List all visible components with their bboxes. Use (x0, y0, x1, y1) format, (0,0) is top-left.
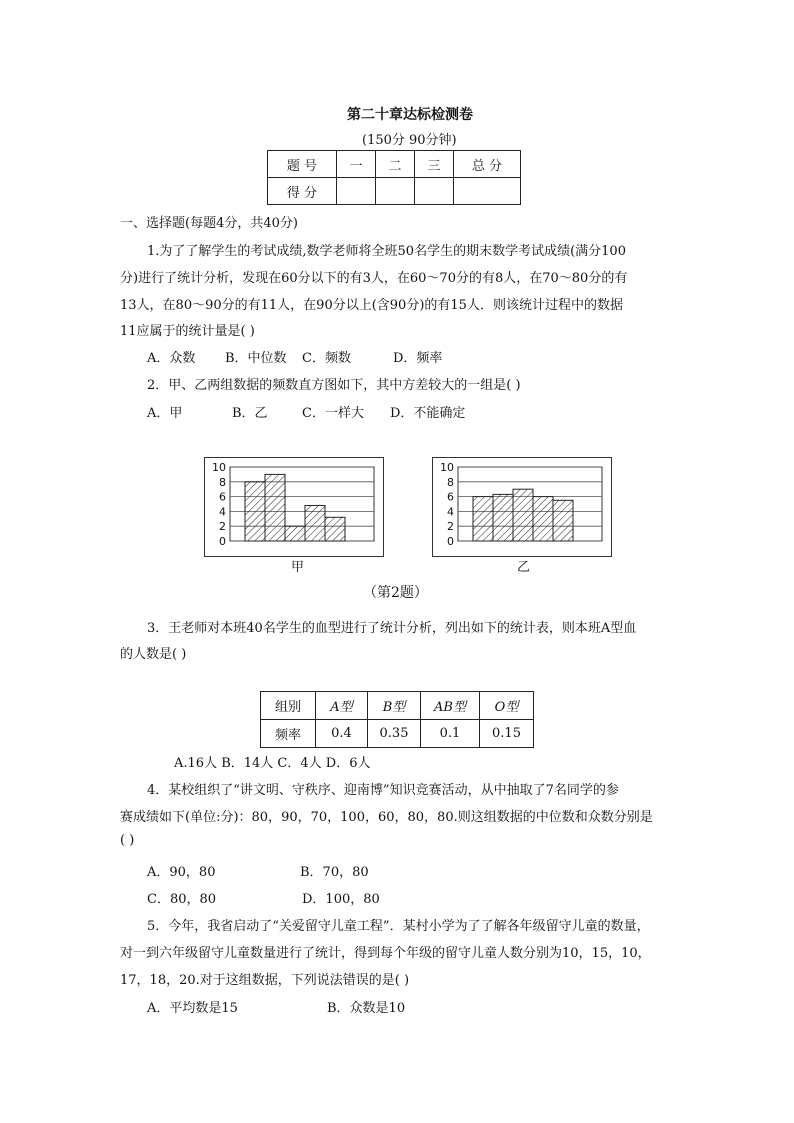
q2-option-d: D．不能确定 (390, 406, 466, 421)
section-heading: 一、选择题(每题4分，共40分) (120, 216, 298, 231)
chart-jia-label: 甲 (291, 560, 305, 575)
blood-type-table (260, 691, 534, 748)
y-tick-label: 10 (212, 461, 226, 474)
q2-text: 2．甲、乙两组数据的频数直方图如下，其中方差较大的一组是( ) (147, 378, 521, 393)
q4-line: 4．某校组织了“讲文明、守秩序、迎南博”知识竞赛活动，从中抽取了7名同学的参 (147, 783, 619, 798)
histogram-yi (432, 457, 612, 557)
blood-value-cell: 0.4 (316, 720, 368, 748)
y-tick-label: 8 (219, 475, 226, 489)
q2-option-a: A．甲 (147, 406, 183, 421)
blood-header-cell: A型 (316, 692, 368, 720)
score-header-cell: 三 (415, 151, 454, 178)
y-tick-label: 0 (447, 535, 454, 548)
score-input-cell[interactable] (415, 178, 454, 205)
histogram-jia (204, 457, 384, 557)
y-tick-label: 6 (219, 490, 226, 504)
y-tick-label: 2 (219, 520, 226, 534)
q1-option-a: A．众数 (147, 351, 196, 366)
histogram-bar (533, 497, 553, 541)
score-header-cell: 二 (376, 151, 415, 178)
blood-header-cell: 组别 (261, 692, 316, 720)
q4-option-a: A．90，80 (147, 865, 216, 880)
y-tick-label: 6 (447, 490, 454, 504)
q4-option-b: B．70，80 (300, 865, 369, 880)
chart-outer-frame (205, 458, 384, 557)
q3-line (147, 617, 636, 636)
blood-value-cell: 0.1 (421, 720, 480, 748)
q5-line: 17，18，20.对于这组数据，下列说法错误的是( ) (120, 973, 410, 988)
q1-option-c: C．频数 (302, 351, 351, 366)
blood-header-cell: AB型 (421, 692, 480, 720)
page-subtitle: (150分 90分钟) (362, 133, 457, 148)
score-header-cell: 总 分 (454, 151, 521, 178)
histogram-bar (305, 505, 325, 541)
q5-line: 对一到六年级留守儿童数量进行了统计，得到每个年级的留守儿童人数分别为10，15，10， (120, 946, 651, 961)
score-label-cell: 得 分 (268, 178, 337, 205)
q1-option-b: B．中位数 (225, 351, 287, 366)
figure-caption: （第2题） (363, 585, 428, 601)
score-input-cell[interactable] (376, 178, 415, 205)
score-header-cell: 一 (337, 151, 376, 178)
histogram-bar (265, 474, 285, 541)
blood-value-cell: 0.35 (368, 720, 421, 748)
score-input-cell[interactable] (337, 178, 376, 205)
q1-line: 11应属于的统计量是( ) (120, 324, 255, 339)
histogram-bar (513, 489, 533, 541)
score-table (267, 150, 521, 205)
y-tick-label: 4 (447, 505, 454, 519)
score-header-cell: 题 号 (268, 151, 337, 178)
q4-option-d: D．100，80 (302, 892, 380, 907)
y-tick-label: 0 (219, 535, 226, 548)
score-input-cell[interactable] (454, 178, 521, 205)
y-tick-label: 4 (219, 505, 226, 519)
q1-option-d: D．频率 (393, 351, 443, 366)
blood-header-cell: O型 (480, 692, 534, 720)
q2-option-b: B．乙 (232, 406, 268, 421)
q4-option-c: C．80，80 (147, 892, 217, 907)
q5-line: 5．今年，我省启动了“关爱留守儿童工程”．某村小学为了了解各年级留守儿童的数量， (147, 919, 650, 934)
chart-yi-label: 乙 (517, 560, 531, 575)
blood-row-label: 频率 (261, 720, 316, 748)
blood-value-cell: 0.15 (480, 720, 534, 748)
q2-option-c: C．一样大 (302, 406, 364, 421)
q4-line: ( ) (120, 833, 135, 848)
q5-option-a: A．平均数是15 (147, 1001, 238, 1016)
q1-line: 分)进行了统计分析，发现在60分以下的有3人，在60～70分的有8人，在70～80分的有 (120, 271, 628, 286)
y-tick-label: 10 (440, 461, 454, 474)
q3-line-text: 3．王老师对本班40名学生的血型进行了统计分析，列出如下的统计表，则本班A型血 (147, 621, 637, 636)
histogram-bar (285, 526, 305, 541)
q3-options: A.16人 B．14人 C．4人 D．6人 (174, 756, 371, 771)
y-tick-label: 8 (447, 475, 454, 489)
histogram-bar (473, 497, 493, 541)
q4-line: 赛成绩如下(单位:分)：80，90，70，100，60，80，80.则这组数据的中位数和众数分别是 (120, 810, 653, 825)
histogram-bar (493, 494, 513, 541)
q3-line: 的人数是( ) (120, 647, 187, 662)
page-title: 第二十章达标检测卷 (347, 107, 473, 123)
histogram-bar (325, 517, 345, 541)
q1-line: 13人，在80～90分的有11人，在90分以上(含90分)的有15人．则该统计过程中的数据 (120, 298, 623, 313)
blood-header-cell: B型 (368, 692, 421, 720)
histogram-bar (245, 482, 265, 541)
q5-option-b: B．众数是10 (327, 1001, 406, 1016)
histogram-bar (553, 500, 573, 541)
y-tick-label: 2 (447, 520, 454, 534)
q1-line: 1.为了了解学生的考试成绩,数学老师将全班50名学生的期末数学考试成绩(满分100 (147, 244, 626, 259)
